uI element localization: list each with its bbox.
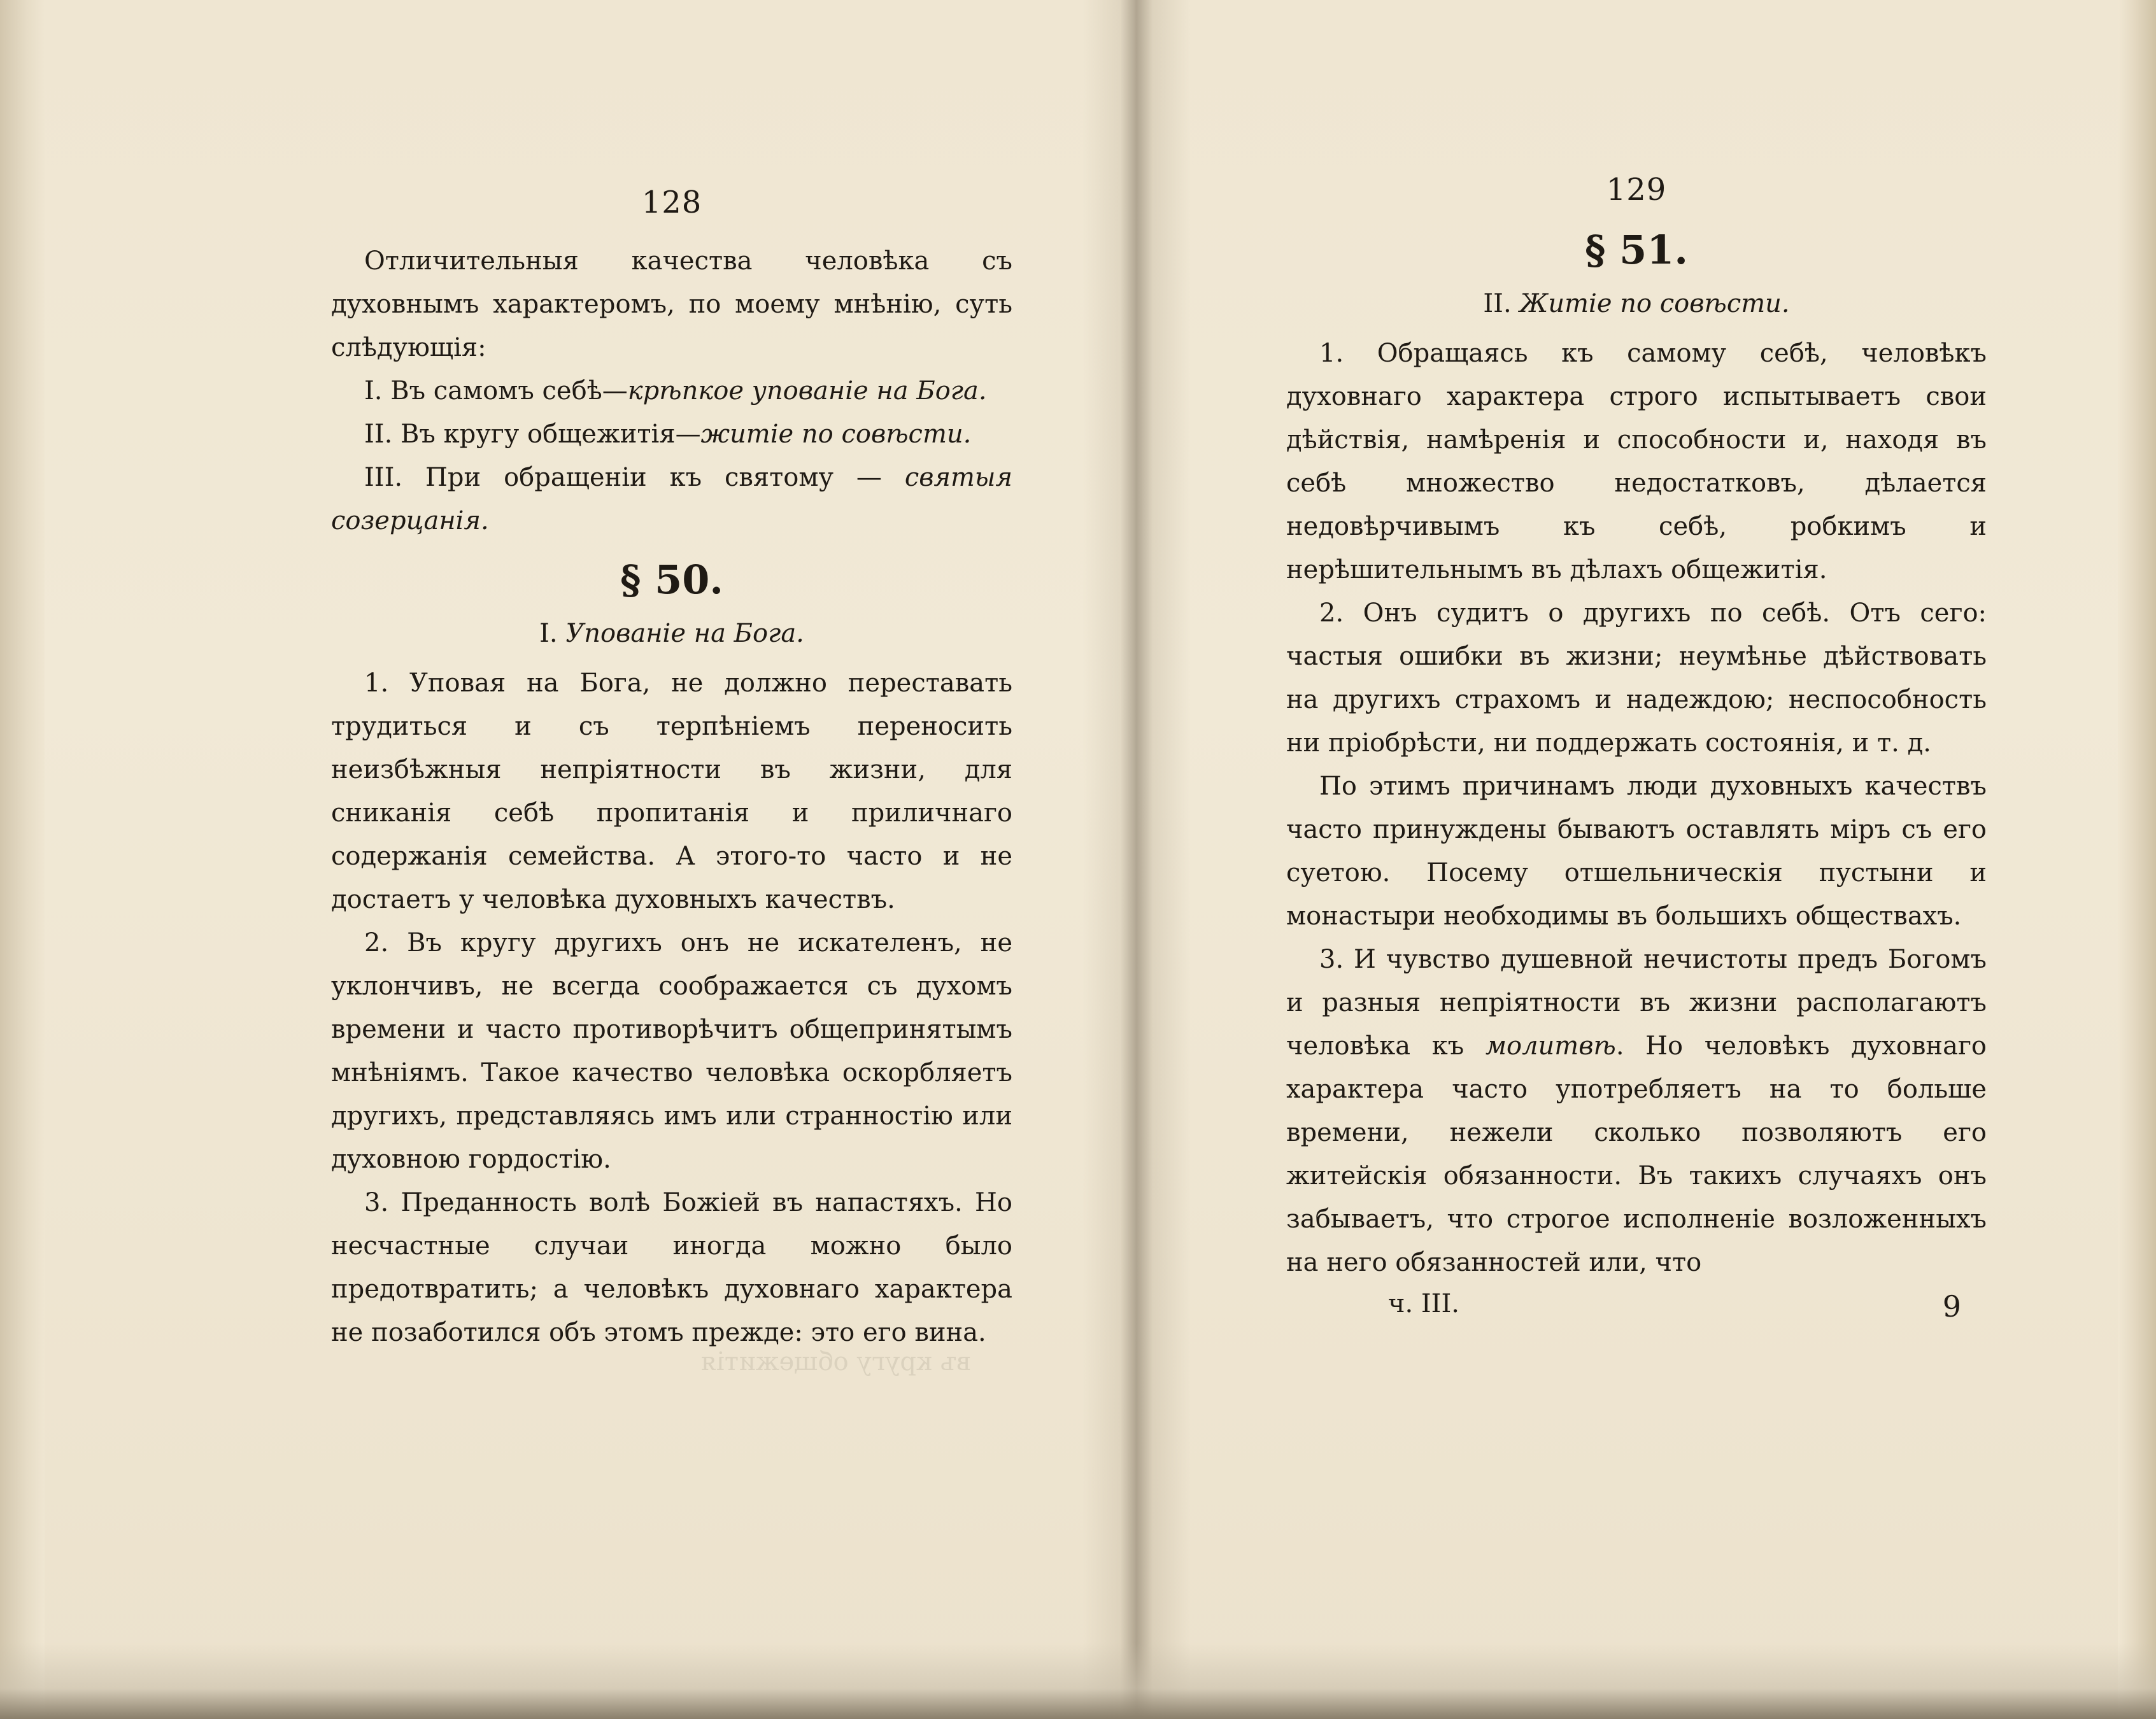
signature-mark: ч. III. bbox=[1388, 1289, 1459, 1319]
page-edge-left bbox=[0, 0, 45, 1719]
section-title bbox=[331, 614, 1012, 653]
paragraph-italic: молитвѣ bbox=[1485, 1031, 1616, 1061]
paragraph: По этимъ причинамъ люди духовныхъ качествъ часто принуждены бываютъ оставлять міръ съ его суетою. Посему отшельническія пустыни и монастыри необходимы въ большихъ обществахъ. bbox=[1286, 772, 1987, 931]
section-mark: § 51. bbox=[1585, 227, 1688, 273]
book-gutter bbox=[1082, 0, 1191, 1719]
list-item bbox=[331, 413, 1012, 456]
paragraph: 2. Въ кругу другихъ онъ не искателенъ, не уклончивъ, не всегда соображается съ духомъ времени и часто противорѣчитъ общепринятымъ мнѣніямъ. Такое качество человѣка оскорбляетъ другихъ, представляясь имъ или странностію или духовною гордостію. bbox=[331, 928, 1012, 1174]
list-item-italic: крѣпкое упованіе на Бога. bbox=[627, 376, 987, 406]
list-item bbox=[331, 456, 1012, 542]
section-title-text: Упованіе на Бога. bbox=[565, 619, 804, 648]
signature-number: 9 bbox=[1942, 1289, 1961, 1324]
paragraph: 3. Преданность волѣ Божіей въ напастяхъ. Но несчастные случаи иногда можно было предотвратить; а человѣкъ духовнаго характера не позаботился объ этомъ прежде: это его вина. bbox=[331, 1188, 1012, 1347]
page-number: 129 bbox=[1606, 172, 1667, 208]
list-item-prefix: I. Въ самомъ себѣ— bbox=[364, 376, 628, 406]
section-title-number: I. bbox=[539, 619, 558, 648]
list-item-italic: святыя созерцанія. bbox=[331, 463, 1012, 535]
section-title bbox=[1286, 285, 1987, 323]
page-number: 128 bbox=[641, 185, 702, 220]
show-through-text: въ кругу общежитія bbox=[700, 1347, 971, 1376]
intro-paragraph: Отличительныя качества человѣка съ духовнымъ характеромъ, по моему мнѣнію, суть слѣдующія: bbox=[331, 246, 1012, 362]
page-edge-right bbox=[2118, 0, 2156, 1719]
list-item-prefix: II. Въ кругу общежитія— bbox=[364, 420, 701, 449]
page-footer bbox=[1286, 1289, 1987, 1334]
section-title-number: II. bbox=[1483, 289, 1512, 318]
list-item bbox=[331, 369, 1012, 413]
paragraph: 1. Обращаясь къ самому себѣ, человѣкъ духовнаго характера строго испытываетъ свои дѣйствія, намѣренія и способности и, находя въ себѣ множество недостатковъ, дѣлается недовѣрчивымъ къ себѣ, робкимъ и нерѣшительнымъ въ дѣлахъ общежитія. bbox=[1286, 339, 1987, 584]
paragraph-text: . Но человѣкъ духовнаго характера часто употребляетъ на то больше времени, нежели сколько позволяютъ его житейскія обязанности. Въ такихъ случаяхъ онъ забываетъ, что строгое исполненіе возложенныхъ на него обязанностей или, что bbox=[1286, 1031, 1987, 1277]
paragraph: 1. Уповая на Бога, не должно переставать трудиться и съ терпѣніемъ переносить неизбѣжныя непріятности въ жизни, для сниканія себѣ пропитанія и приличнаго содержанія семейства. А этого-то часто и не достаетъ у человѣка духовныхъ качествъ. bbox=[331, 668, 1012, 914]
list-item-prefix: III. При обращеніи къ святому — bbox=[364, 463, 905, 492]
section-mark: § 50. bbox=[620, 556, 723, 603]
section-title-text: Житіе по совѣсти. bbox=[1519, 289, 1790, 318]
right-page bbox=[1286, 172, 1987, 1334]
paragraph-text: 3. И чувство душевной нечистоты предъ Богомъ и разныя непріятности въ жизни располагаютъ человѣка къ bbox=[1286, 945, 1987, 1061]
paragraph: 2. Онъ судитъ о другихъ по себѣ. Отъ сего: частыя ошибки въ жизни; неумѣнье дѣйствовать на другихъ страхомъ и надеждою; неспособность ни пріобрѣсти, ни поддержать состоянія, и т. д. bbox=[1286, 598, 1987, 758]
paragraph bbox=[1286, 938, 1987, 1284]
list-item-italic: житіе по совѣсти. bbox=[700, 420, 972, 449]
left-page bbox=[331, 185, 1012, 1354]
bottom-shadow bbox=[0, 1643, 2156, 1719]
